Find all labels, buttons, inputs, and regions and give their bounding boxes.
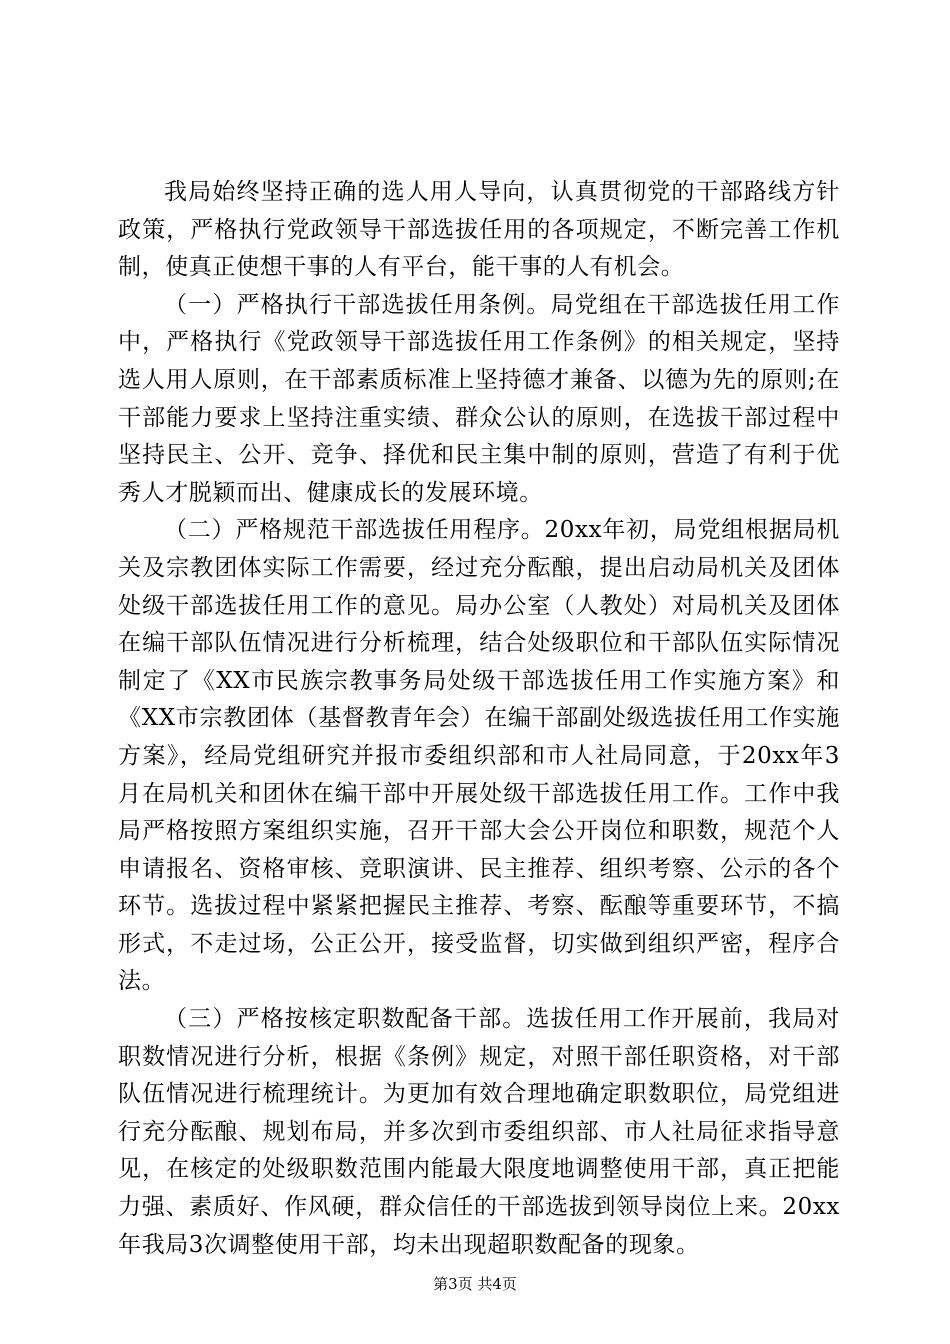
paragraph-section-2: （二）严格规范干部选拔任用程序。20xx年初，局党组根据局机关及宗教团体实际工作需要，经过充分酝酿，提出启动局机关及团体处级干部选拔任用工作的意见。局办公室（人教处）对局机关及团体在编干部队伍情况进行分析梳理，结合处级职位和干部队伍实际情况制定了《XX市民族宗教事务局处级干部选拔任用工作实施方案》和《XX市宗教团体（基督教青年会）在编干部副处级选拔任用工作实施方案》，经局党组研究并报市委组织部和市人社局同意，于20xx年3月在局机关和团休在编干部中开展处级干部选拔任用工作。工作中我局严格按照方案组织实施，召开干部大会公开岗位和职数，规范个人申请报名、资格审核、竞职演讲、民主推荐、组织考察、公示的各个环节。选拔过程中紧紧把握民主推荐、考察、酝酿等重要环节，不搞形式，不走过场，公正公开，接受监督，切实做到组织严密，程序合法。 — [118, 517, 840, 995]
paragraph-section-3: （三）严格按核定职数配备干部。选拔任用工作开展前，我局对职数情况进行分析，根据《条例》规定，对照干部任职资格，对干部队伍情况进行梳理统计。为更加有效合理地确定职数职位，局党组进行充分酝酿、规划布局，并多次到市委组织部、市人社局征求指导意见，在核定的处级职数范围内能最大限度地调整使用干部，真正把能力强、素质好、作风硬，群众信任的干部选拔到领导岗位上来。20xx年我局3次调整使用干部，均未出现超职数配备的现象。 — [118, 1006, 840, 1258]
document-body — [118, 174, 840, 1264]
paragraph-section-1: （一）严格执行干部选拔任用条例。局党组在干部选拔任用工作中，严格执行《党政领导干部选拔任用工作条例》的相关规定，坚持选人用人原则，在干部素质标准上坚持德才兼备、以德为先的原则;在干部能力要求上坚持注重实绩、群众公认的原则，在选拔干部过程中坚持民主、公开、竞争、择优和民主集中制的原则，营造了有利于优秀人才脱颖而出、健康成长的发展环境。 — [118, 291, 840, 506]
paragraph-intro: 我局始终坚持正确的选人用人导向，认真贯彻党的干部路线方针政策，严格执行党政领导干部选拔任用的各项规定，不断完善工作机制，使真正使想干事的人有平台，能干事的人有机会。 — [118, 179, 840, 281]
page-number-footer: 第3页 共4页 — [433, 1275, 517, 1293]
